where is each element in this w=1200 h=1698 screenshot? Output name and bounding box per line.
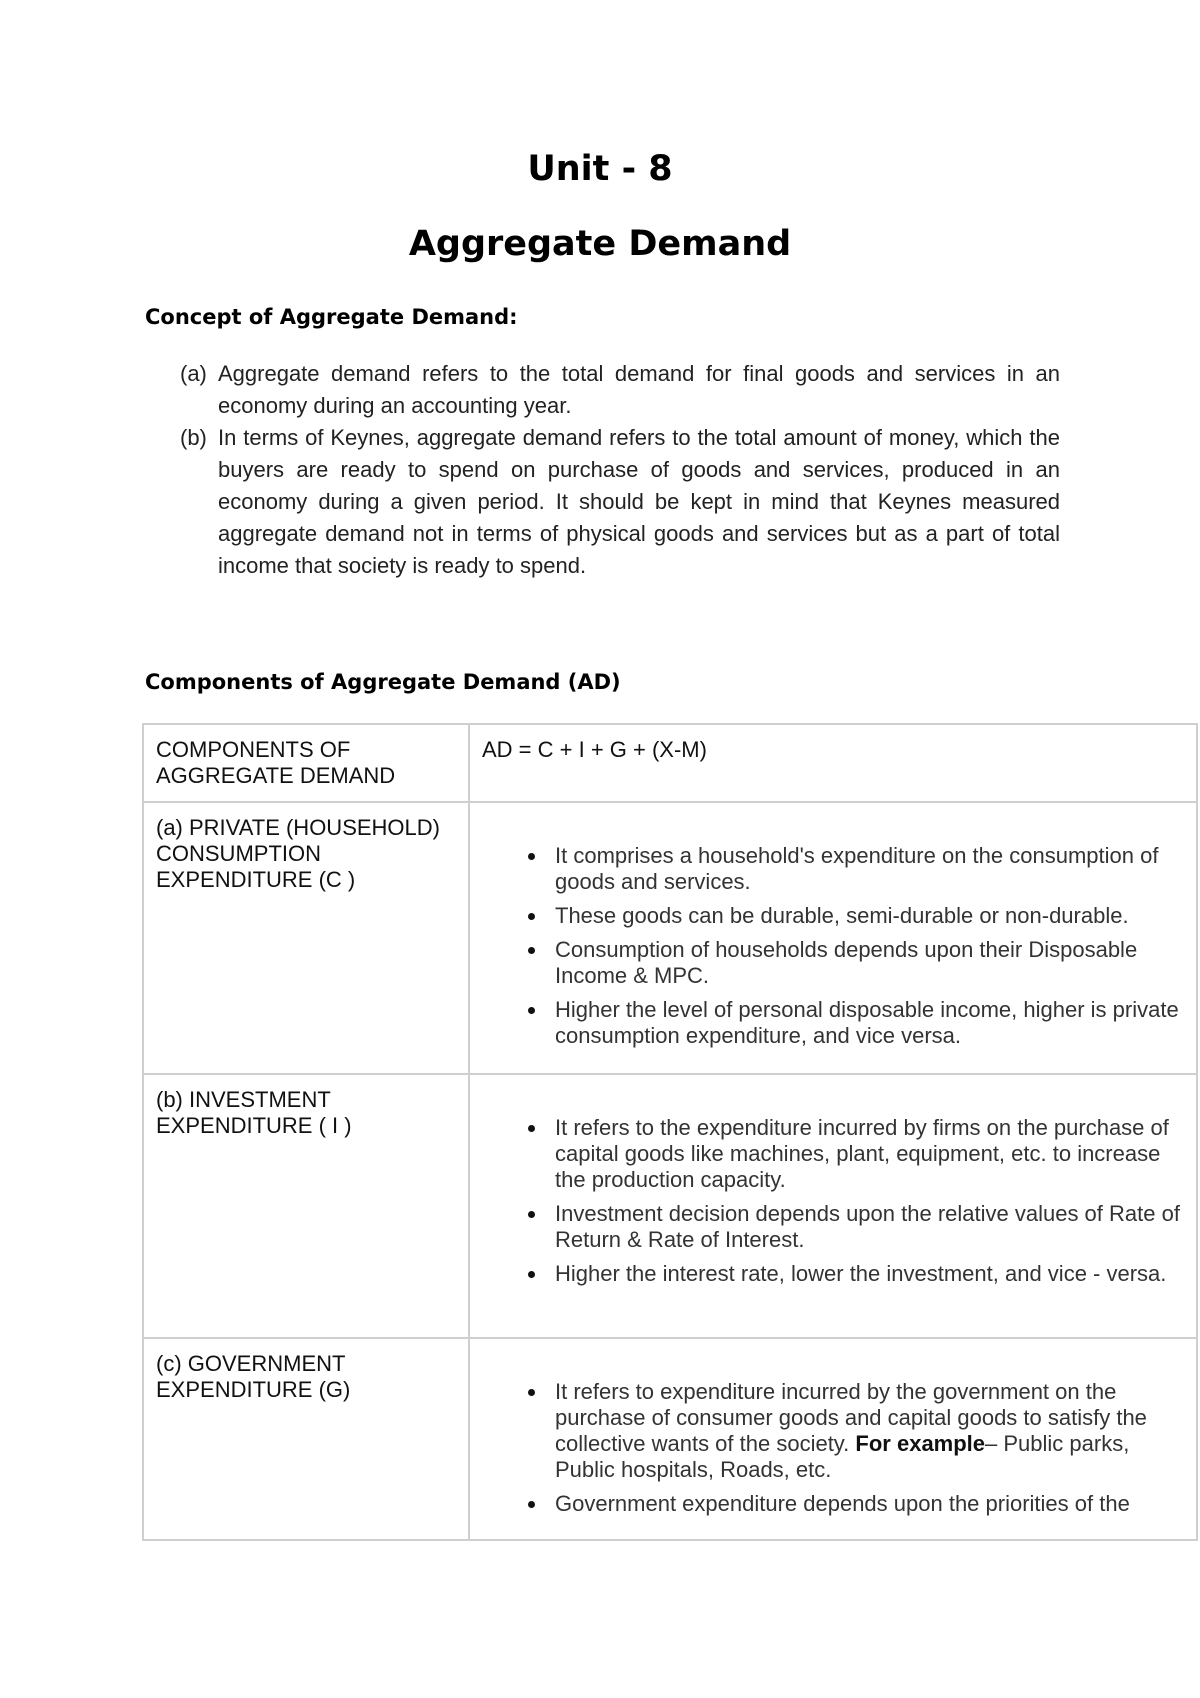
component-details <box>469 802 1197 1074</box>
list-item <box>482 1115 1184 1193</box>
example-text: – Public parks, Public hospitals, Roads, etc. <box>555 1431 1130 1482</box>
component-details <box>469 1338 1197 1540</box>
bullet-icon <box>528 1125 535 1132</box>
bullet-text: It refers to expenditure incurred by the government on the purchase of consumer goods and capital goods to satisfy the collective wants of the society. <box>555 1379 1147 1456</box>
list-item <box>180 422 1060 582</box>
components-heading: Components of Aggregate Demand (AD) <box>145 670 621 694</box>
list-marker: (a) <box>180 361 207 386</box>
table-row <box>143 802 1197 1074</box>
list-item-text: In terms of Keynes, aggregate demand refers to the total amount of money, which the buyers are ready to spend on purchase of goods and services, produced in an economy during a given period. It should be kept in mind that Keynes measured aggregate demand not in terms of physical goods and services but as a part of total income that society is ready to spend. <box>218 425 1060 578</box>
component-label: (c) GOVERNMENT EXPENDITURE (G) <box>143 1338 469 1540</box>
list-marker: (b) <box>180 425 207 450</box>
concept-heading: Concept of Aggregate Demand: <box>145 305 518 329</box>
bullet-list <box>482 1115 1184 1287</box>
table-header-row <box>143 724 1197 802</box>
component-label: (b) INVESTMENT EXPENDITURE ( I ) <box>143 1074 469 1338</box>
bullet-icon <box>528 1389 535 1396</box>
bullet-text: Higher the level of personal disposable income, higher is private consumption expenditure, and vice versa. <box>555 997 1179 1048</box>
bullet-text: Higher the interest rate, lower the investment, and vice - versa. <box>555 1261 1167 1286</box>
bullet-list <box>482 1379 1184 1517</box>
component-label: (a) PRIVATE (HOUSEHOLD) CONSUMPTION EXPENDITURE (C ) <box>143 802 469 1074</box>
list-item <box>482 1379 1184 1483</box>
bullet-text: It comprises a household's expenditure on the consumption of goods and services. <box>555 843 1159 894</box>
table-row <box>143 1074 1197 1338</box>
concept-list <box>180 358 1060 582</box>
list-item-text: Aggregate demand refers to the total demand for final goods and services in an economy during an accounting year. <box>218 361 1060 418</box>
table-header-left: COMPONENTS OF AGGREGATE DEMAND <box>143 724 469 802</box>
component-details <box>469 1074 1197 1338</box>
bullet-icon <box>528 1007 535 1014</box>
list-item <box>482 843 1184 895</box>
page-title: Aggregate Demand <box>408 224 792 264</box>
list-item <box>482 937 1184 989</box>
bullet-text: These goods can be durable, semi-durable or non-durable. <box>555 903 1129 928</box>
unit-title: Unit - 8 <box>527 149 673 189</box>
table-header-right: AD = C + I + G + (X-M) <box>469 724 1197 802</box>
list-item <box>482 997 1184 1049</box>
bullet-text: Consumption of households depends upon their Disposable Income & MPC. <box>555 937 1138 988</box>
list-item <box>482 903 1184 929</box>
bullet-icon <box>528 1501 535 1508</box>
list-item <box>180 358 1060 422</box>
bullet-icon <box>528 1271 535 1278</box>
bullet-text: Government expenditure depends upon the priorities of the <box>555 1491 1130 1516</box>
bullet-text: Investment decision depends upon the relative values of Rate of Return & Rate of Interest. <box>555 1201 1180 1252</box>
list-item <box>482 1261 1184 1287</box>
bullet-icon <box>528 1211 535 1218</box>
example-label: For example <box>855 1431 986 1456</box>
bullet-list <box>482 843 1184 1049</box>
bullet-icon <box>528 913 535 920</box>
bullet-icon <box>528 853 535 860</box>
bullet-text: It refers to the expenditure incurred by firms on the purchase of capital goods like machines, plant, equipment, etc. to increase the production capacity. <box>555 1115 1169 1192</box>
components-table <box>142 723 1198 1541</box>
table-row <box>143 1338 1197 1540</box>
list-item <box>482 1491 1184 1517</box>
list-item <box>482 1201 1184 1253</box>
bullet-icon <box>528 947 535 954</box>
